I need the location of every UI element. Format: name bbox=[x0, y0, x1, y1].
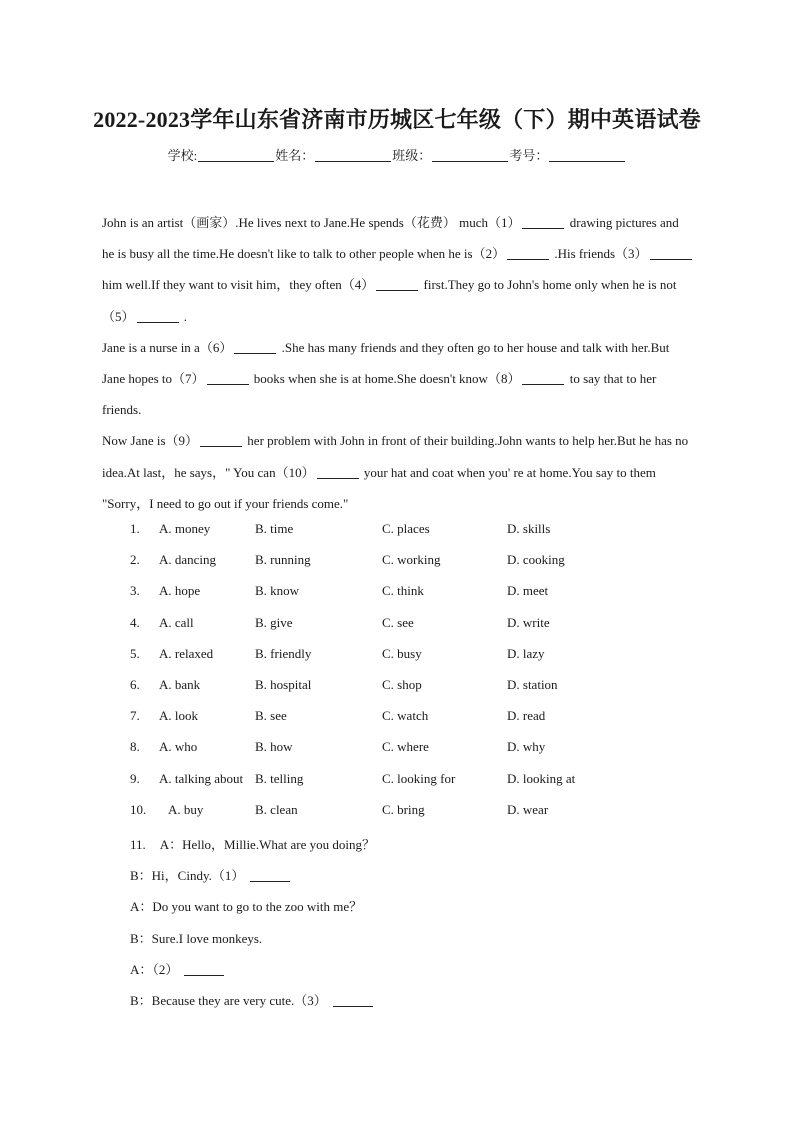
option-a[interactable]: A. dancing bbox=[159, 552, 217, 568]
option-a[interactable]: A. relaxed bbox=[159, 645, 214, 661]
option-b[interactable]: B. how bbox=[255, 739, 293, 755]
answer-blank[interactable] bbox=[650, 247, 692, 260]
option-d[interactable]: D. lazy bbox=[507, 645, 545, 661]
answer-blank[interactable] bbox=[234, 341, 276, 354]
answer-blank[interactable] bbox=[317, 466, 359, 479]
passage-text: drawing pictures and he is busy all the time.He doesn't like to talk to other people when he is（2） bbox=[102, 215, 679, 262]
answer-blank[interactable] bbox=[184, 963, 224, 976]
passage-paragraph-1 bbox=[102, 207, 694, 332]
dialog-text: B：Sure.I love monkeys. bbox=[130, 930, 263, 946]
option-d[interactable]: D. read bbox=[507, 708, 546, 724]
passage-text: .She has many friends and they often go to her house and talk with her.But Jane hopes to（7） bbox=[102, 339, 670, 387]
option-d[interactable]: D. cooking bbox=[507, 552, 565, 568]
question-number: 4. bbox=[130, 614, 140, 630]
passage-text: Jane is a nurse in a（6） bbox=[102, 339, 233, 355]
answer-blank[interactable] bbox=[522, 216, 564, 229]
school-label: 学校: bbox=[167, 148, 198, 163]
answer-blank[interactable] bbox=[200, 434, 242, 447]
option-d[interactable]: D. meet bbox=[507, 583, 549, 599]
question-number: 10. bbox=[130, 801, 147, 817]
question-number: 3. bbox=[130, 583, 140, 599]
option-d[interactable]: D. write bbox=[507, 614, 550, 630]
passage-text: John is an artist（画家）.He lives next to Jane.He spends（花费） much（1） bbox=[102, 215, 521, 230]
passage-text: books when she is at home.She doesn't know（8） bbox=[250, 371, 521, 387]
dialog-line bbox=[130, 985, 375, 1016]
option-a[interactable]: A. look bbox=[159, 708, 198, 724]
option-a[interactable]: A. who bbox=[159, 739, 198, 755]
cloze-passage bbox=[102, 207, 694, 519]
dialog-text: A：Hello，Millie.What are you doing？ bbox=[159, 837, 375, 852]
dialog-line bbox=[130, 954, 375, 985]
dialog-line bbox=[130, 860, 375, 891]
answer-blank[interactable] bbox=[207, 372, 249, 385]
student-info-line bbox=[0, 145, 794, 164]
option-c[interactable]: C. shop bbox=[382, 676, 422, 692]
question-number: 2. bbox=[130, 552, 140, 568]
dialog-line bbox=[130, 829, 375, 860]
option-c[interactable]: C. looking for bbox=[382, 770, 456, 786]
dialog-text: B：Hi，Cindy.（1） bbox=[130, 868, 245, 884]
option-b[interactable]: B. know bbox=[255, 583, 300, 599]
name-label: 姓名： bbox=[275, 148, 315, 163]
passage-text: . bbox=[180, 308, 188, 324]
dialog-text: A：（2） bbox=[130, 961, 179, 977]
question-number: 9. bbox=[130, 770, 140, 786]
question-number: 11. bbox=[130, 837, 146, 852]
class-blank[interactable] bbox=[432, 149, 508, 162]
dialog-text: A：Do you want to go to the zoo with me？ bbox=[130, 899, 363, 915]
option-d[interactable]: D. skills bbox=[507, 521, 551, 536]
option-c[interactable]: C. where bbox=[382, 739, 429, 755]
passage-paragraph-3 bbox=[102, 425, 694, 519]
answer-blank[interactable] bbox=[137, 310, 179, 323]
option-b[interactable]: B. telling bbox=[255, 770, 304, 786]
option-c[interactable]: C. bring bbox=[382, 801, 425, 817]
dialog-line bbox=[130, 923, 375, 954]
exam-no-blank[interactable] bbox=[549, 149, 625, 162]
option-b[interactable]: B. friendly bbox=[255, 645, 312, 661]
exam-title: 2022-2023学年山东省济南市历城区七年级（下）期中英语试卷 bbox=[93, 107, 701, 132]
answer-blank[interactable] bbox=[333, 994, 373, 1007]
passage-text: .His friends（3） bbox=[551, 246, 648, 262]
class-label: 班级： bbox=[392, 148, 432, 163]
option-d[interactable]: D. looking at bbox=[507, 770, 576, 786]
option-c[interactable]: C. see bbox=[382, 614, 414, 630]
option-c[interactable]: C. places bbox=[382, 521, 430, 536]
dialog-text: B：Because they are very cute.（3） bbox=[130, 993, 327, 1009]
passage-paragraph-2 bbox=[102, 332, 694, 426]
question-number: 1. bbox=[130, 521, 140, 536]
option-a[interactable]: A. bank bbox=[159, 676, 201, 692]
option-c[interactable]: C. busy bbox=[382, 645, 422, 661]
answer-blank[interactable] bbox=[376, 278, 418, 291]
option-b[interactable]: B. time bbox=[255, 521, 294, 536]
passage-text: Now Jane is（9） bbox=[102, 433, 199, 449]
question-number: 6. bbox=[130, 676, 140, 692]
option-a[interactable]: A. call bbox=[159, 614, 194, 630]
passage-text: her problem with John in front of their building.John wants to help her.But he has no idea.At last，he says，" You can（10） bbox=[102, 433, 689, 480]
passage-text: first.They go to John's home only when he is not（5） bbox=[102, 277, 677, 324]
question-number: 7. bbox=[130, 708, 140, 724]
option-b[interactable]: B. give bbox=[255, 614, 293, 630]
option-d[interactable]: D. wear bbox=[507, 801, 549, 817]
option-a[interactable]: A. buy bbox=[168, 801, 204, 817]
question-number: 5. bbox=[130, 645, 140, 661]
option-b[interactable]: B. running bbox=[255, 552, 311, 568]
passage-text: your hat and coat when you' re at home.You say to them "Sorry，I need to go out if your friends come." bbox=[102, 464, 656, 511]
option-d[interactable]: D. station bbox=[507, 676, 558, 692]
name-blank[interactable] bbox=[315, 149, 391, 162]
option-a[interactable]: A. hope bbox=[159, 583, 201, 599]
question-number: 8. bbox=[130, 739, 140, 755]
option-b[interactable]: B. clean bbox=[255, 801, 298, 817]
answer-blank[interactable] bbox=[250, 869, 290, 882]
option-d[interactable]: D. why bbox=[507, 739, 546, 755]
option-b[interactable]: B. see bbox=[255, 708, 287, 724]
dialog-completion bbox=[130, 829, 375, 1016]
option-c[interactable]: C. working bbox=[382, 552, 441, 568]
option-c[interactable]: C. think bbox=[382, 583, 424, 599]
answer-blank[interactable] bbox=[507, 247, 549, 260]
option-b[interactable]: B. hospital bbox=[255, 676, 312, 692]
dialog-line bbox=[130, 891, 375, 922]
answer-blank[interactable] bbox=[522, 372, 564, 385]
exam-no-label: 考号： bbox=[509, 148, 549, 163]
school-blank[interactable] bbox=[198, 149, 274, 162]
option-a[interactable]: A. money bbox=[159, 521, 211, 536]
option-c[interactable]: C. watch bbox=[382, 708, 429, 724]
option-a[interactable]: A. talking about bbox=[159, 770, 244, 786]
passage-text: him well.If they want to visit him，they often（4） bbox=[102, 277, 375, 293]
passage-text: to say that to her friends. bbox=[102, 371, 657, 418]
